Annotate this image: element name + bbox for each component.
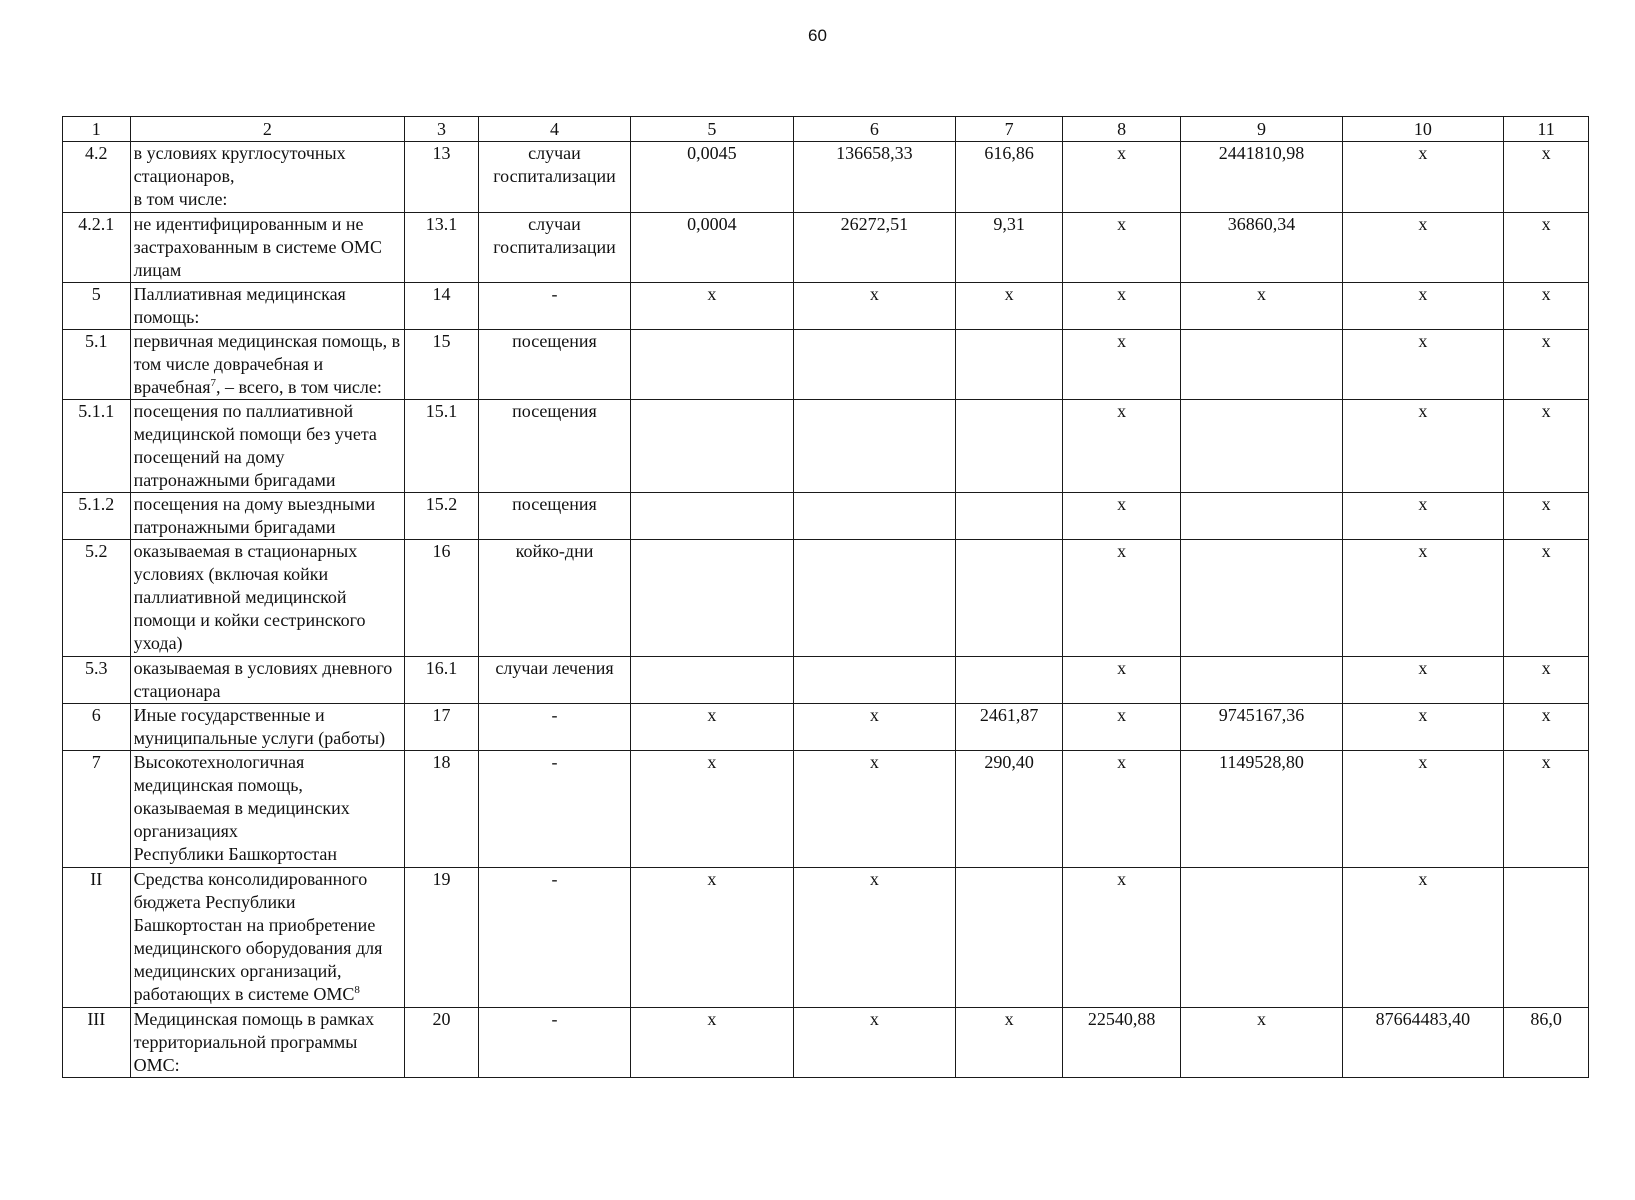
table-row (63, 142, 1589, 213)
cell-col10: x (1342, 142, 1503, 213)
line-code: 18 (405, 751, 479, 868)
cell-col6: 26272,51 (793, 213, 955, 283)
cell-col11 (1504, 868, 1589, 1008)
cell-col7 (956, 540, 1063, 657)
cell-col9: 2441810,98 (1181, 142, 1342, 213)
unit: посещения (478, 400, 630, 493)
cell-col8: x (1063, 283, 1181, 330)
row-name (130, 868, 405, 1008)
unit: случаи лечения (478, 657, 630, 704)
row-number: 5.1 (63, 330, 131, 400)
cell-col9: 9745167,36 (1181, 704, 1342, 751)
cell-col7 (956, 330, 1063, 400)
row-number: II (63, 868, 131, 1008)
cell-col11: x (1504, 751, 1589, 868)
cell-col5 (631, 540, 793, 657)
cell-col5 (631, 330, 793, 400)
line-code: 16.1 (405, 657, 479, 704)
row-number: 6 (63, 704, 131, 751)
cell-col6 (793, 493, 955, 540)
unit: - (478, 704, 630, 751)
line-code: 13.1 (405, 213, 479, 283)
cell-col8: x (1063, 704, 1181, 751)
cell-col8: x (1063, 751, 1181, 868)
cell-col9 (1181, 540, 1342, 657)
footnote-mark: 7 (210, 377, 216, 389)
cell-col9: x (1181, 283, 1342, 330)
unit: посещения (478, 330, 630, 400)
cell-col5 (631, 493, 793, 540)
cell-col11: x (1504, 330, 1589, 400)
cell-col7 (956, 400, 1063, 493)
row-name-text: первичная медицинская помощь, в том числе доврачебная и врачебная (133, 331, 401, 397)
cell-col8: x (1063, 213, 1181, 283)
column-number: 10 (1342, 117, 1503, 142)
column-number-header-row (63, 117, 1589, 142)
cell-col6: x (793, 283, 955, 330)
cell-col10: x (1342, 213, 1503, 283)
page-number: 60 (808, 26, 827, 45)
cell-col8: x (1063, 868, 1181, 1008)
line-code: 17 (405, 704, 479, 751)
column-number: 6 (793, 117, 955, 142)
column-number: 8 (1063, 117, 1181, 142)
table-row (63, 657, 1589, 704)
cell-col8: 22540,88 (1063, 1008, 1181, 1078)
line-code: 20 (405, 1008, 479, 1078)
cell-col10: x (1342, 493, 1503, 540)
cell-col11: x (1504, 142, 1589, 213)
table-row (63, 540, 1589, 657)
cell-col11: x (1504, 400, 1589, 493)
row-number: 5.2 (63, 540, 131, 657)
cell-col11: 86,0 (1504, 1008, 1589, 1078)
cell-col8: x (1063, 493, 1181, 540)
line-code: 16 (405, 540, 479, 657)
cell-col8: x (1063, 657, 1181, 704)
cell-col10: 87664483,40 (1342, 1008, 1503, 1078)
table-row (63, 751, 1589, 868)
unit: - (478, 751, 630, 868)
cell-col6 (793, 330, 955, 400)
table-row (63, 330, 1589, 400)
cell-col10: x (1342, 540, 1503, 657)
table-row (63, 213, 1589, 283)
cell-col6 (793, 657, 955, 704)
cell-col6: x (793, 868, 955, 1008)
cell-col6 (793, 540, 955, 657)
cell-col6: x (793, 1008, 955, 1078)
unit: койко-дни (478, 540, 630, 657)
cell-col9: 36860,34 (1181, 213, 1342, 283)
column-number: 3 (405, 117, 479, 142)
cell-col5: 0,0004 (631, 213, 793, 283)
table-row (63, 493, 1589, 540)
unit: случаи госпитализации (478, 142, 630, 213)
row-name: Высокотехнологичная медицинская помощь, оказываемая в медицинских организациях Республики Башкортостан (130, 751, 405, 868)
cell-col10: x (1342, 283, 1503, 330)
cell-col7: 2461,87 (956, 704, 1063, 751)
column-number: 7 (956, 117, 1063, 142)
cell-col6 (793, 400, 955, 493)
column-number: 4 (478, 117, 630, 142)
unit: - (478, 868, 630, 1008)
cell-col5: 0,0045 (631, 142, 793, 213)
cell-col10: x (1342, 657, 1503, 704)
cell-col10: x (1342, 868, 1503, 1008)
cell-col8: x (1063, 400, 1181, 493)
cell-col5: x (631, 751, 793, 868)
cell-col8: x (1063, 540, 1181, 657)
row-name-text: Средства консолидированного бюджета Республики Башкортостан на приобретение медицинского оборудования для медицинских организаций, работающих в системе ОМС (133, 869, 383, 1004)
cell-col11: x (1504, 283, 1589, 330)
unit: посещения (478, 493, 630, 540)
cell-col11: x (1504, 213, 1589, 283)
cell-col11: x (1504, 704, 1589, 751)
cell-col6: x (793, 751, 955, 868)
cell-col5: x (631, 704, 793, 751)
row-number: 4.2.1 (63, 213, 131, 283)
cell-col5: x (631, 283, 793, 330)
cell-col9 (1181, 868, 1342, 1008)
cell-col9: x (1181, 1008, 1342, 1078)
unit: - (478, 1008, 630, 1078)
row-number: 7 (63, 751, 131, 868)
cell-col9 (1181, 493, 1342, 540)
cell-col7: x (956, 283, 1063, 330)
cell-col5: x (631, 868, 793, 1008)
line-code: 13 (405, 142, 479, 213)
row-name: посещения по паллиативной медицинской помощи без учета посещений на дому патронажными бригадами (130, 400, 405, 493)
cell-col11: x (1504, 657, 1589, 704)
cell-col10: x (1342, 751, 1503, 868)
row-name: оказываемая в стационарных условиях (включая койки паллиативной медицинской помощи и койки сестринского ухода) (130, 540, 405, 657)
cell-col7: 616,86 (956, 142, 1063, 213)
row-name: Медицинская помощь в рамках территориальной программы ОМС: (130, 1008, 405, 1078)
cell-col11: x (1504, 540, 1589, 657)
row-name-tail: , – всего, в том числе: (215, 377, 382, 397)
row-name (130, 330, 405, 400)
cell-col9 (1181, 330, 1342, 400)
cell-col5 (631, 657, 793, 704)
cell-col9 (1181, 657, 1342, 704)
cell-col5 (631, 400, 793, 493)
data-table (62, 116, 1589, 1078)
column-number: 5 (631, 117, 793, 142)
row-number: 5.1.2 (63, 493, 131, 540)
column-number: 2 (130, 117, 405, 142)
cell-col8: x (1063, 330, 1181, 400)
cell-col10: x (1342, 330, 1503, 400)
cell-col10: x (1342, 704, 1503, 751)
column-number: 11 (1504, 117, 1589, 142)
row-number: 5.3 (63, 657, 131, 704)
cell-col10: x (1342, 400, 1503, 493)
row-name: Иные государственные и муниципальные услуги (работы) (130, 704, 405, 751)
row-number: 5 (63, 283, 131, 330)
row-name: не идентифицированным и не застрахованным в системе ОМС лицам (130, 213, 405, 283)
cell-col7: x (956, 1008, 1063, 1078)
row-name: в условиях круглосуточных стационаров, в том числе: (130, 142, 405, 213)
cell-col8: x (1063, 142, 1181, 213)
cell-col9 (1181, 400, 1342, 493)
unit: - (478, 283, 630, 330)
table-row (63, 283, 1589, 330)
cell-col7 (956, 868, 1063, 1008)
cell-col5: x (631, 1008, 793, 1078)
cell-col7: 9,31 (956, 213, 1063, 283)
row-number: 5.1.1 (63, 400, 131, 493)
cell-col6: 136658,33 (793, 142, 955, 213)
line-code: 15.2 (405, 493, 479, 540)
table-row (63, 868, 1589, 1008)
table-row (63, 400, 1589, 493)
line-code: 15.1 (405, 400, 479, 493)
table-row (63, 704, 1589, 751)
line-code: 19 (405, 868, 479, 1008)
line-code: 15 (405, 330, 479, 400)
cell-col7 (956, 657, 1063, 704)
row-name: оказываемая в условиях дневного стационара (130, 657, 405, 704)
row-number: 4.2 (63, 142, 131, 213)
cell-col9: 1149528,80 (1181, 751, 1342, 868)
table-row (63, 1008, 1589, 1078)
column-number: 9 (1181, 117, 1342, 142)
column-number: 1 (63, 117, 131, 142)
cell-col11: x (1504, 493, 1589, 540)
row-name: Паллиативная медицинская помощь: (130, 283, 405, 330)
row-name: посещения на дому выездными патронажными бригадами (130, 493, 405, 540)
cell-col6: x (793, 704, 955, 751)
line-code: 14 (405, 283, 479, 330)
cell-col7: 290,40 (956, 751, 1063, 868)
cell-col7 (956, 493, 1063, 540)
unit: случаи госпитализации (478, 213, 630, 283)
footnote-mark: 8 (354, 984, 360, 996)
row-number: III (63, 1008, 131, 1078)
